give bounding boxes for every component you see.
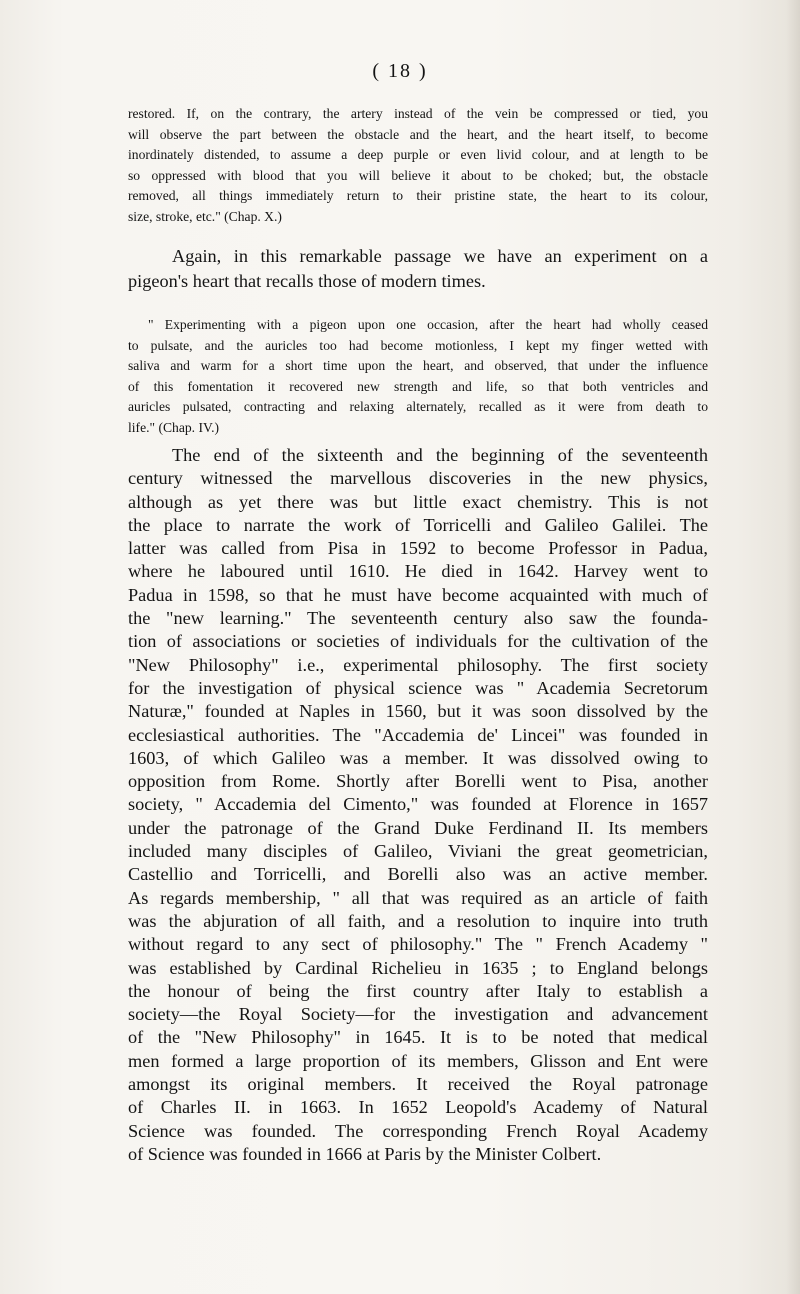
text-line: so oppressed with blood that you will believe it about to be choked; but, the obstacle (128, 167, 708, 183)
text-line: As regards membership, " all that was required as an article of faith (128, 887, 708, 908)
text-line: size, stroke, etc." (Chap. X.) (128, 208, 282, 224)
text-line: of Charles II. in 1663. In 1652 Leopold's Academy of Natural (128, 1097, 708, 1118)
text-line: amongst its original members. It received the Royal patronage (128, 1074, 708, 1095)
text-line: the place to narrate the work of Torricelli and Galileo Galilei. The (128, 514, 708, 535)
text-line: century witnessed the marvellous discoveries in the new physics, (128, 468, 708, 489)
quotation-block-chap-x (128, 104, 708, 227)
text-line: of this fomentation it recovered new strength and life, so that both ventricles and (128, 378, 708, 394)
text-line: of Science was founded in 1666 at Paris by the Minister Colbert. (128, 1143, 602, 1164)
text-line: inordinately distended, to assume a deep purple or even livid colour, and at length to be (128, 147, 708, 162)
text-line: Castellio and Torricelli, and Borelli also was an active member. (128, 864, 708, 885)
text-line: although as yet there was but little exact chemistry. This is not (128, 491, 708, 512)
text-line: "New Philosophy" i.e., experimental philosophy. The first society (128, 654, 708, 675)
text-line: saliva and warm for a short time upon the heart, and observed, that under the influence (128, 358, 708, 373)
text-line: the honour of being the first country after Italy to establish a (128, 980, 708, 1001)
page-edge-shadow (786, 0, 800, 1294)
text-line: The end of the sixteenth and the beginning of the seventeenth (172, 445, 708, 465)
text-line: men formed a large proportion of its members, Glisson and Ent were (128, 1050, 708, 1071)
paragraph-seventeenth-century (128, 444, 708, 1166)
text-line: latter was called from Pisa in 1592 to become Professor in Padua, (128, 538, 708, 559)
text-line: tion of associations or societies of individuals for the cultivation of the (128, 631, 708, 652)
text-line: removed, all things immediately return to their pristine state, the heart to its colour, (128, 188, 708, 203)
text-line: included many disciples of Galileo, Viviani the great geometrician, (128, 841, 708, 862)
quotation-block-chap-iv (128, 315, 708, 438)
text-line: will observe the part between the obstacle and the heart, and the heart itself, to become (128, 126, 708, 142)
text-line: Again, in this remarkable passage we have an experiment on a (172, 246, 708, 266)
paragraph-pigeon-intro (128, 244, 708, 294)
text-line: of the "New Philosophy" in 1645. It is to be noted that medical (128, 1027, 708, 1048)
text-line: 1603, of which Galileo was a member. It was dissolved owing to (128, 747, 708, 768)
text-line: auricles pulsated, contracting and relaxing alternately, recalled as it were from death to (128, 399, 708, 414)
text-line: society—the Royal Society—for the investigation and advancement (128, 1004, 708, 1025)
text-line: without regard to any sect of philosophy." The " French Academy " (128, 934, 708, 955)
page-number: ( 18 ) (372, 60, 428, 82)
text-line: life." (Chap. IV.) (128, 419, 219, 435)
text-line: ecclesiastical authorities. The "Accademia de' Lincei" was founded in (128, 724, 708, 745)
text-line: where he laboured until 1610. He died in 1642. Harvey went to (128, 561, 708, 582)
text-line: pigeon's heart that recalls those of modern times. (128, 271, 486, 291)
text-line: " Experimenting with a pigeon upon one occasion, after the heart had wholly ceased (148, 317, 708, 332)
text-line: the "new learning." The seventeenth century also saw the founda- (128, 608, 708, 629)
text-line: society, " Accademia del Cimento," was founded at Florence in 1657 (128, 794, 708, 815)
text-line: to pulsate, and the auricles too had become motionless, I kept my finger wetted with (128, 337, 708, 353)
text-line: was established by Cardinal Richelieu in 1635 ; to England belongs (128, 957, 708, 978)
text-line: Science was founded. The corresponding French Royal Academy (128, 1120, 708, 1141)
text-line: Padua in 1598, so that he must have become acquainted with much of (128, 584, 708, 605)
text-line: restored. If, on the contrary, the artery instead of the vein be compressed or tied, you (128, 106, 708, 121)
text-line: was the abjuration of all faith, and a resolution to inquire into truth (128, 910, 708, 931)
text-line: Naturæ," founded at Naples in 1560, but it was soon dissolved by the (128, 701, 708, 722)
text-line: under the patronage of the Grand Duke Ferdinand II. Its members (128, 817, 708, 838)
text-line: for the investigation of physical science was " Academia Secretorum (128, 677, 708, 698)
text-line: opposition from Rome. Shortly after Borelli went to Pisa, another (128, 771, 708, 792)
